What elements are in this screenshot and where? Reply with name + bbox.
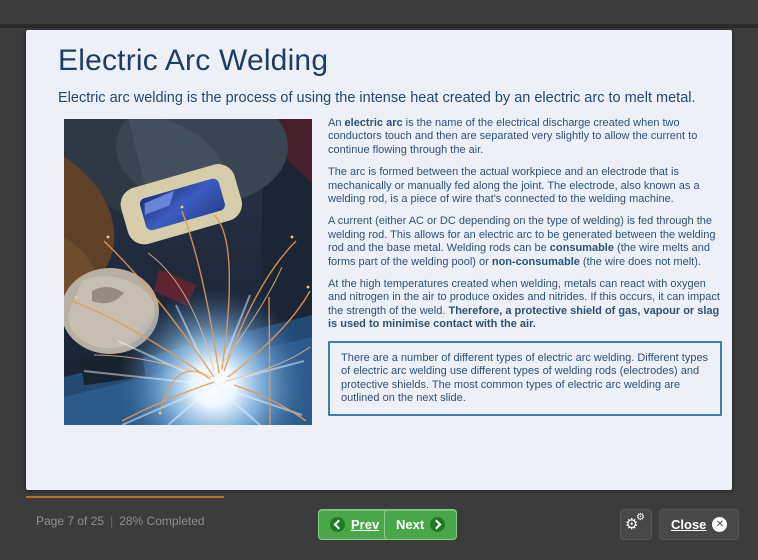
slide-body-text xyxy=(328,117,722,416)
paragraph-current: A current (either AC or DC depending on the type of welding) is fed through the welding rod. This allows for an electric arc to be generated between the welding rod and the base metal. Welding rods can be consumable (the wire melts and forms part of the welding pool) or non-consumable (the wire does not melt). xyxy=(328,215,716,268)
close-button[interactable] xyxy=(659,509,739,540)
cogs-icon: ⚙ ⚙ xyxy=(625,511,645,533)
prev-button[interactable] xyxy=(318,509,391,540)
info-box xyxy=(328,341,722,417)
paragraph-electric-arc: An electric arc is the name of the electrical discharge created when two conductors touch and then are separated very slightly to allow the current to continue flowing through the air. xyxy=(328,117,698,156)
next-button-label: Next xyxy=(396,517,425,532)
slide-card xyxy=(26,30,732,490)
close-button-label: Close xyxy=(671,517,707,532)
chevron-circle-left-icon xyxy=(330,517,345,532)
slide-title: Electric Arc Welding xyxy=(58,44,329,77)
page-status xyxy=(36,514,205,528)
paragraph-arc-formation: The arc is formed between the actual workpiece and an electrode that is mechanically or manually fed along the joint. The electrode, also known as a welding rod, is a piece of wire that's connected to the welding machine. xyxy=(328,166,700,206)
progress-bar-fill xyxy=(26,496,224,498)
page-number-text: Page 7 of 25 xyxy=(36,514,105,528)
completion-text: 28% Completed xyxy=(119,514,205,528)
info-box-text: There are a number of different types of electric arc welding. Different types of electric arc welding use different types of welding rods (electrodes) and protective shields. The most common types of electric arc welding are outlined on the next slide. xyxy=(341,351,709,404)
paragraph-temperatures: At the high temperatures created when welding, metals can react with oxygen and nitrogen in the air to produce oxides and nitrides. If this occurs, it can impact the strength of the weld. Therefore, a protective shield of gas, vapour or slag is used to minimise contact with the air. xyxy=(328,278,720,331)
prev-button-label: Prev xyxy=(351,517,380,532)
status-separator: | xyxy=(110,514,114,528)
next-button[interactable] xyxy=(384,509,457,540)
times-circle-icon: ✕ xyxy=(712,517,727,532)
progress-track xyxy=(26,496,732,498)
settings-button[interactable] xyxy=(620,509,652,540)
welder-photo xyxy=(64,119,312,425)
chevron-circle-right-icon xyxy=(430,517,445,532)
welder-photo-illustration xyxy=(64,119,312,425)
slide-subtitle: Electric arc welding is the process of using the intense heat created by an electric arc to melt metal. xyxy=(58,90,696,106)
